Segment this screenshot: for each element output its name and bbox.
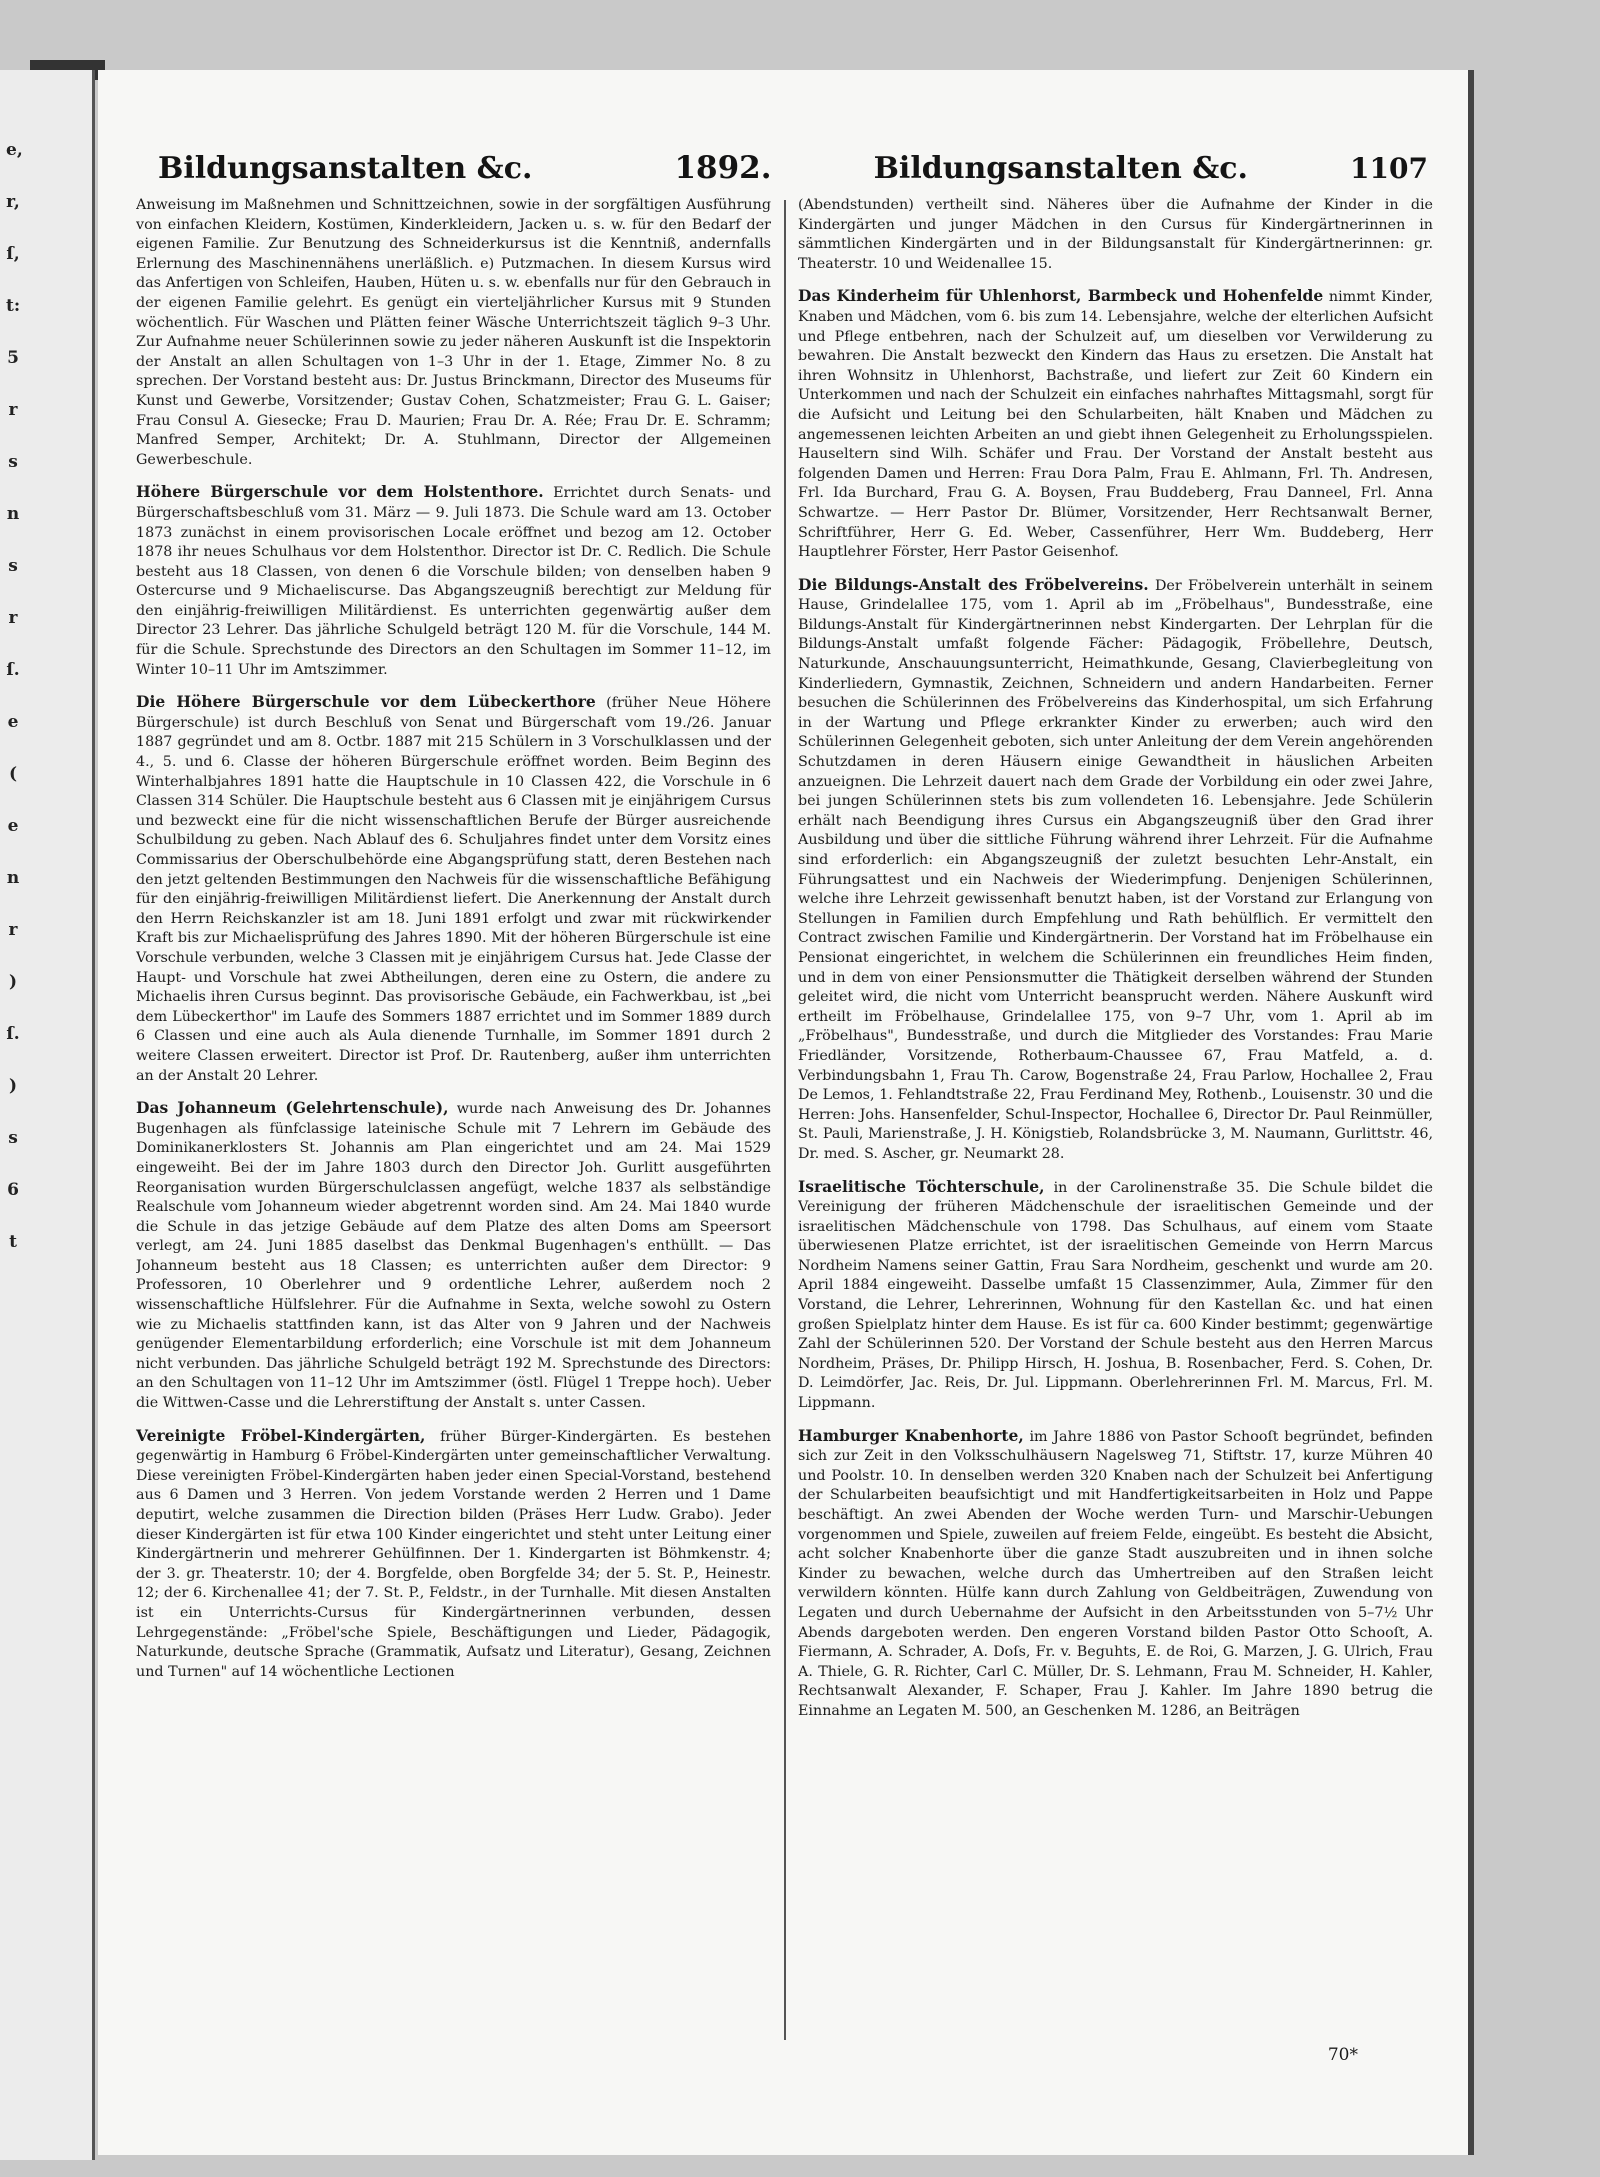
entry-paragraph — [798, 286, 1433, 562]
entry-paragraph — [136, 1098, 771, 1414]
margin-fragment: r, — [6, 192, 20, 212]
margin-fragment: 6 — [7, 1180, 19, 1200]
left-column — [136, 196, 771, 2046]
margin-fragment: s — [8, 1128, 18, 1148]
entry-paragraph — [798, 1177, 1433, 1414]
entry-heading: Israelitische Töchterschule, — [798, 1176, 1045, 1196]
margin-fragment: ( — [8, 764, 18, 784]
entry-paragraph — [136, 692, 771, 1086]
facing-page-edge — [0, 70, 95, 2160]
right-column — [798, 196, 1433, 2046]
entry-text: Anweisung im Maßnehmen und Schnittzeichnen, sowie in der sorgfältigen Ausführung von einfachen Kleidern, Kostümen, Kinderkleidern, Jacken u. s. w. für den Bedarf der eigenen Familie. Zur Benutzung des Schneiderkursus ist die Kenntniß, andernfalls Erlernung des Maschinennähens unerläßlich. e) Putzmachen. In diesem Kursus wird das Anfertigen von Schleifen, Hauben, Hüten u. s. w. ebenfalls nur für den Gebrauch in der eigenen Familie gelehrt. Es genügt ein vierteljährlicher Kursus mit 9 Stunden wöchentlich. Für Waschen und Plätten feiner Wäsche Unterrichtszeit täglich 9–3 Uhr. Zur Aufnahme neuer Schülerinnen sowie zu jeder näheren Auskunft ist die Inspektorin der Anstalt an allen Schultagen von 1–3 Uhr in der 1. Etage, Zimmer No. 8 zu sprechen. Der Vorstand besteht aus: Dr. Justus Brinckmann, Director des Museums für Kunst und Gewerbe, Vorsitzender; Gustav Cohen, Schatzmeister; Frau G. L. Gaiser; Frau Consul A. Giesecke; Frau D. Maurien; Frau Dr. A. Rée; Frau Dr. E. Schramm; Manfred Semper, Architekt; Dr. A. Stuhlmann, Director der Allgemeinen Gewerbeschule. — [136, 197, 771, 468]
entry-text: früher Bürger-Kindergärten. Es bestehen gegenwärtig in Hamburg 6 Fröbel-Kindergärten unter gemeinschaftlicher Verwaltung. Diese vereinigten Fröbel-Kindergärten haben jeder einen Special-Vorstand, bestehend aus 6 Damen und 3 Herren. Von jedem Vorstande werden 2 Herren und 1 Dame deputirt, welche zusammen die Direction bilden (Präses Herr Ludw. Grabo). Jeder dieser Kindergärten ist für etwa 100 Kinder eingerichtet und steht unter Leitung einer Kindergärtnerin und mehrerer Gehülfinnen. Der 1. Kindergarten ist Böhmkenstr. 4; der 3. gr. Theaterstr. 10; der 4. Borgfelde, oben Borgfelde 34; der 5. St. P., Heinestr. 12; der 6. Kirchenallee 41; der 7. St. P., Feldstr., in der Turnhalle. Mit diesen Anstalten ist ein Unterrichts-Cursus für Kindergärtnerinnen verbunden, dessen Lehrgegenstände: „Fröbel'sche Spiele, Beschäftigungen und Lieder, Pädagogik, Naturkunde, deutsche Sprache (Grammatik, Aufsatz und Literatur), Gesang, Zeichnen und Turnen" auf 14 wöchentliche Lectionen — [136, 1428, 771, 1680]
page-number: 1107 — [1350, 151, 1428, 185]
header-left-title: Bildungsanstalten &c. — [158, 150, 533, 186]
entry-heading: Höhere Bürgerschule vor dem Holstenthore. — [136, 482, 544, 502]
entry-paragraph — [136, 1426, 771, 1683]
margin-fragment: 5 — [7, 348, 19, 368]
entry-heading: Das Kinderheim für Uhlenhorst, Barmbeck und Hohenfelde — [798, 286, 1324, 306]
margin-fragment: t — [9, 1232, 17, 1252]
entry-heading: Hamburger Knabenhorte, — [798, 1425, 1024, 1445]
margin-fragment: r — [8, 608, 18, 628]
entry-paragraph — [798, 196, 1433, 274]
signature-mark: 70* — [1327, 2045, 1358, 2065]
header-year: 1892. — [674, 150, 772, 186]
margin-fragment: e, — [6, 140, 23, 160]
entry-text: (Abendstunden) vertheilt sind. Näheres über die Aufnahme der Kinder in die Kindergärten und junger Mädchen in den Cursus für Kindergärtnerinnen in sämmtlichen Kindergärten und in der Bildungsanstalt für Kindergärtnerinnen: gr. Theaterstr. 10 und Weidenallee 15. — [798, 197, 1433, 272]
margin-fragment: r — [8, 920, 18, 940]
entry-text: im Jahre 1886 von Pastor Schooſt begründet, befinden sich zur Zeit in den Volksschulhäusern Nagelsweg 71, Stiftstr. 17, kurze Mühren 40 und Poolstr. 10. In denselben werden 320 Knaben nach der Schulzeit bei Anfertigung der Schularbeiten beaufsichtigt und mit Handfertigkeitsarbeiten in Holz und Pappe beschäftigt. An zwei Abenden der Woche werden Turn- und Marschir-Uebungen vorgenommen und Spiele, zuweilen auf freiem Felde, eingeübt. Es besteht die Absicht, acht solcher Knabenhorte über die ganze Stadt auszubreiten und in ihnen solche Kinder zu bewachen, welche durch das Umhertreiben auf den Straßen leicht verwildern könnten. Hülfe kann durch Zahlung von Geldbeiträgen, Zuwendung von Legaten und durch Uebernahme der Aufsicht in den Arbeitsstunden von 5–7½ Uhr Abends dargeboten werden. Den engeren Vorstand bilden Pastor Otto Schooſt, A. Fiermann, A. Schrader, A. Doſs, Fr. v. Beguhts, E. de Roi, G. Marzen, J. G. Ulrich, Frau A. Thiele, G. R. Richter, Carl C. Müller, Dr. S. Lehmann, Frau M. Schneider, H. Kahler, Rechtsanwalt Alexander, F. Schaper, Frau J. Kahler. Im Jahre 1890 betrug die Einnahme an Legaten M. 500, an Geschenken M. 1286, an Beiträgen — [798, 1428, 1433, 1719]
entry-text: wurde nach Anweisung des Dr. Johannes Bugenhagen als fünfclassige lateinische Schule mit 7 Lehrern im Gebäude des Dominikanerklosters St. Johannis am Plan eingerichtet und am 24. Mai 1529 eingeweiht. Bei der im Jahre 1803 durch den Director Joh. Gurlitt ausgeführten Reorganisation wurden Bürgerschulclassen angefügt, welche 1837 als selbständige Realschule vom Johanneum wieder abgetrennt worden sind. Am 24. Mai 1840 wurde die Schule in das jetzige Gebäude auf dem Platze des alten Doms am Speersort verlegt, am 24. Juni 1885 daselbst das Denkmal Bugenhagen's enthüllt. — Das Johanneum besteht aus 18 Classen; es unterrichten außer dem Director: 9 Professoren, 10 Oberlehrer und 9 ordentliche Lehrer, außerdem noch 2 wissenschaftliche Hülfslehrer. Für die Aufnahme in Sexta, welche sowohl zu Ostern wie zu Michaelis stattfinden kann, ist das Alter von 9 Jahren und der Nachweis genügender Elementarbildung erforderlich; eine Vorschule ist mit dem Johanneum nicht verbunden. Das jährliche Schulgeld beträgt 192 M. Sprechstunde des Directors: an den Schultagen von 11–12 Uhr im Amtszimmer (östl. Flügel 1 Treppe hoch). Ueber die Wittwen-Casse und die Lehrerstiftung der Anstalt s. unter Cassen. — [136, 1101, 771, 1412]
entry-text: in der Carolinenstraße 35. Die Schule bildet die Vereinigung der früheren Mädchenschule der israelitischen Gemeinde und der israelitischen Mädchenschule von 1798. Das Schulhaus, auf einem vom Staate überwiesenen Platze errichtet, ist der israelitischen Gemeinde von Herrn Marcus Nordheim Namens seiner Gattin, Frau Sara Nordheim, geschenkt und wurde am 20. April 1884 eingeweiht. Dasselbe umfaßt 15 Classenzimmer, Aula, Zimmer für den Vorstand, die Lehrer, Lehrerinnen, Wohnung für den Kastellan &c. und hat einen großen Spielplatz hinter dem Hause. Es ist für ca. 600 Kinder bestimmt; gegenwärtige Zahl der Schülerinnen 520. Der Vorstand der Schule besteht aus den Herren Marcus Nordheim, Präses, Dr. Philipp Hirsch, H. Joshua, B. Rosenbacher, Ferd. S. Cohen, Dr. D. Leimdörfer, Jac. Reis, Dr. Jul. Lippmann. Oberlehrerinnen Frl. M. Marcus, Frl. M. Lippmann. — [798, 1179, 1433, 1412]
entry-heading: Vereinigte Fröbel-Kindergärten, — [136, 1425, 426, 1445]
column-divider — [784, 200, 786, 2040]
entry-text: (früher Neue Höhere Bürgerschule) ist durch Beschluß von Senat und Bürgerschaft vom 19./26. Januar 1887 gegründet und am 8. Octbr. 1887 mit 215 Schülern in 3 Vorschulklassen und der 4., 5. und 6. Classe der höheren Bürgerschule eröffnet worden. Beim Beginn des Winterhalbjahres 1891 hatte die Hauptschule in 10 Classen 422, die Vorschule in 6 Classen 314 Schüler. Die Hauptschule besteht aus 6 Classen mit je einjährigem Cursus und bezweckt eine für die nicht wissenschaftlichen Berufe der Bürger ausreichende Schulbildung zu geben. Nach Ablauf des 6. Schuljahres findet unter dem Vorsitz eines Commissarius der Oberschulbehörde eine Abgangsprüfung statt, deren Bestehen nach den jetzt geltenden Bestimmungen den Nachweis für die wissenschaftliche Befähigung für den einjährig-freiwilligen Militärdienst liefert. Die Anerkennung der Anstalt durch den Herrn Reichskanzler ist am 18. Juni 1891 erfolgt und zwar mit rückwirkender Kraft bis zur Michaelisprüfung des Jahres 1890. Mit der höheren Bürgerschule ist eine Vorschule verbunden, welche 3 Classen mit je einjährigem Cursus hat. Jede Classe der Haupt- und Vorschule hat zwei Abtheilungen, deren eine zu Ostern, die andere zu Michaelis ihren Cursus beginnt. Das provisorische Gebäude, ein Fachwerkbau, ist „bei dem Lübeckerthor" im Laufe des Sommers 1887 errichtet und im Sommer 1889 durch 6 Classen und eine auch als Aula dienende Turnhalle, im Sommer 1891 durch 2 weitere Classen erweitert. Director ist Prof. Dr. Rautenberg, außer ihm unterrichten an der Anstalt 20 Lehrer. — [136, 695, 771, 1084]
margin-fragment: ſ, — [6, 244, 20, 264]
margin-fragment: r — [8, 400, 18, 420]
entry-paragraph — [798, 575, 1433, 1165]
entry-heading: Die Höhere Bürgerschule vor dem Lübeckerthore — [136, 692, 596, 712]
margin-fragment: e — [7, 816, 19, 836]
margin-fragment: ) — [8, 1076, 18, 1096]
margin-fragment: e — [7, 712, 19, 732]
running-header — [158, 145, 1428, 191]
margin-fragment: s — [8, 556, 18, 576]
margin-fragment: s — [8, 452, 18, 472]
entry-text: nimmt Kinder, Knaben und Mädchen, vom 6. bis zum 14. Lebensjahre, welche der elterlichen Aufsicht und Pflege entbehren, nach der Schulzeit auf, um dieselben vor Verwilderung zu bewahren. Die Anstalt bezweckt den Kindern das Haus zu ersetzen. Die Anstalt hat ihren Wohnsitz in Uhlenhorst, Bachstraße, und liefert zur Zeit 60 Kindern ein Unterkommen und nach der Schulzeit ein einfaches nahrhaftes Mittagsmahl, sorgt für die Aufsicht und Leitung bei den Schularbeiten, hält Knaben und Mädchen zu angemessenen leichten Arbeiten an und giebt ihnen Gelegenheit zu Erholungsspielen. Hauseltern sind Wilh. Schäfer und Frau. Der Vorstand der Anstalt besteht aus folgenden Damen und Herren: Frau Dora Palm, Frau E. Ahlmann, Frl. Th. Andresen, Frl. Ida Burchard, Frau G. A. Boysen, Frau Buddeberg, Frau Danneel, Frl. Anna Schwartze. — Herr Pastor Dr. Blümer, Vorsitzender, Herr Rechtsanwalt Berner, Schriftführer, Herr G. Ed. Weber, Cassenführer, Herr Wm. Buddeberg, Herr Hauptlehrer Förster, Herr Pastor Geisenhof. — [798, 289, 1433, 561]
margin-fragment: t: — [6, 296, 21, 316]
margin-fragment: ſ. — [6, 660, 20, 680]
margin-fragment: ) — [8, 972, 18, 992]
entry-text: Errichtet durch Senats- und Bürgerschaftsbeschluß vom 31. März — 9. Juli 1873. Die Schule ward am 13. October 1873 zunächst in einem provisorischen Locale eröffnet und bezog am 12. October 1878 ihr neues Schulhaus vor dem Holstenthor. Director ist Dr. C. Redlich. Die Schule besteht aus 18 Classen, von denen 6 die Vorschule bilden; von denselben haben 9 Ostercurse und 9 Michaeliscurse. Das Abgangszeugniß berechtigt zur Meldung für den einjährig-freiwilligen Militärdienst. Es unterrichten gegenwärtig außer dem Director 23 Lehrer. Das jährliche Schulgeld beträgt 120 M. für die Vorschule, 144 M. für die Schule. Sprechstunde des Directors an den Schultagen im Sommer 11–12, im Winter 10–11 Uhr im Amtszimmer. — [136, 485, 771, 678]
header-right-title: Bildungsanstalten &c. — [873, 150, 1249, 186]
margin-fragment: n — [6, 868, 20, 888]
entry-heading: Das Johanneum (Gelehrtenschule), — [136, 1098, 449, 1118]
entry-text: Der Fröbelverein unterhält in seinem Hause, Grindelallee 175, vom 1. April ab im „Fröbelhaus", Bundesstraße, eine Bildungs-Anstalt für Kindergärtnerinnen nebst Kindergarten. Der Lehrplan für die Bildungs-Anstalt umfaßt folgende Fächer: Pädagogik, Fröbellehre, Deutsch, Naturkunde, Anschauungsunterricht, Heimathkunde, Gesang, Clavierbegleitung von Kinderliedern, Gymnastik, Zeichnen, Schneidern und andern Handarbeiten. Ferner besuchen die Schülerinnen des Fröbelvereins das Kinderhospital, um sich Erfahrung in der Wartung und Pflege erkrankter Kinder zu erwerben; auch wird den Schülerinnen Gelegenheit geboten, sich unter Anleitung der dem Verein angehörenden Schutzdamen in deren Häusern einige Gewandtheit in häuslichen Arbeiten anzueignen. Die Lehrzeit dauert nach dem Grade der Vorbildung ein oder zwei Jahre, bei jungen Schülerinnen stets bis zum vollendeten 16. Lebensjahre. Jede Schülerin erhält nach Beendigung ihres Cursus ein Abgangszeugniß über den Grad ihrer Ausbildung und über die sittliche Führung während ihrer Lehrzeit. Für die Aufnahme sind erforderlich: ein Abgangszeugniß der zuletzt besuchten Lehr-Anstalt, ein Führungsattest und ein Nachweis der Wiederimpfung. Denjenigen Schülerinnen, welche ihre Lehrzeit gewissenhaft benutzt haben, ist der Vorstand zur Erlangung von Stellungen in Familien durch Empfehlung und Rath behülflich. Er vermittelt den Contract zwischen Familie und Kindergärtnerin. Der Vorstand hat im Fröbelhause ein Pensionat eingerichtet, in welchem die Schülerinnen ein freundliches Heim finden, und in dem von einer Pensionsmutter die Thätigkeit derselben während der Stunden geleitet wird, die nicht vom Unterricht beansprucht werden. Nähere Auskunft wird ertheilt im Fröbelhause, Grindelallee 175, von 9–7 Uhr, vom 1. April ab im „Fröbelhaus", Bundesstraße, und durch die Mitglieder des Vorstandes: Frau Marie Friedländer, Vorsitzende, Rotherbaum-Chaussee 67, Frau Matfeld, a. d. Verbindungsbahn 1, Frau Th. Carow, Bogenstraße 24, Frau Parlow, Hochallee 2, Frau De Lemos, 1. Fehlandtstraße 22, Frau Ferdinand Mey, Rothenb., Louisenstr. 30 und die Herren: Johs. Hansenfelder, Schul-Inspector, Hochallee 6, Director Dr. Paul Reinmüller, St. Pauli, Marienstraße, J. H. Königstieb, Rolandsbrücke 3, M. Naumann, Gurlittstr. 46, Dr. med. S. Ascher, gr. Neumarkt 28. — [798, 577, 1433, 1162]
entry-paragraph — [136, 196, 771, 470]
entry-paragraph — [798, 1426, 1433, 1722]
entry-heading: Die Bildungs-Anstalt des Fröbelvereins. — [798, 574, 1149, 594]
margin-fragment: ſ. — [6, 1024, 20, 1044]
margin-fragment: n — [6, 504, 20, 524]
entry-paragraph — [136, 482, 771, 680]
document-page — [98, 70, 1474, 2155]
